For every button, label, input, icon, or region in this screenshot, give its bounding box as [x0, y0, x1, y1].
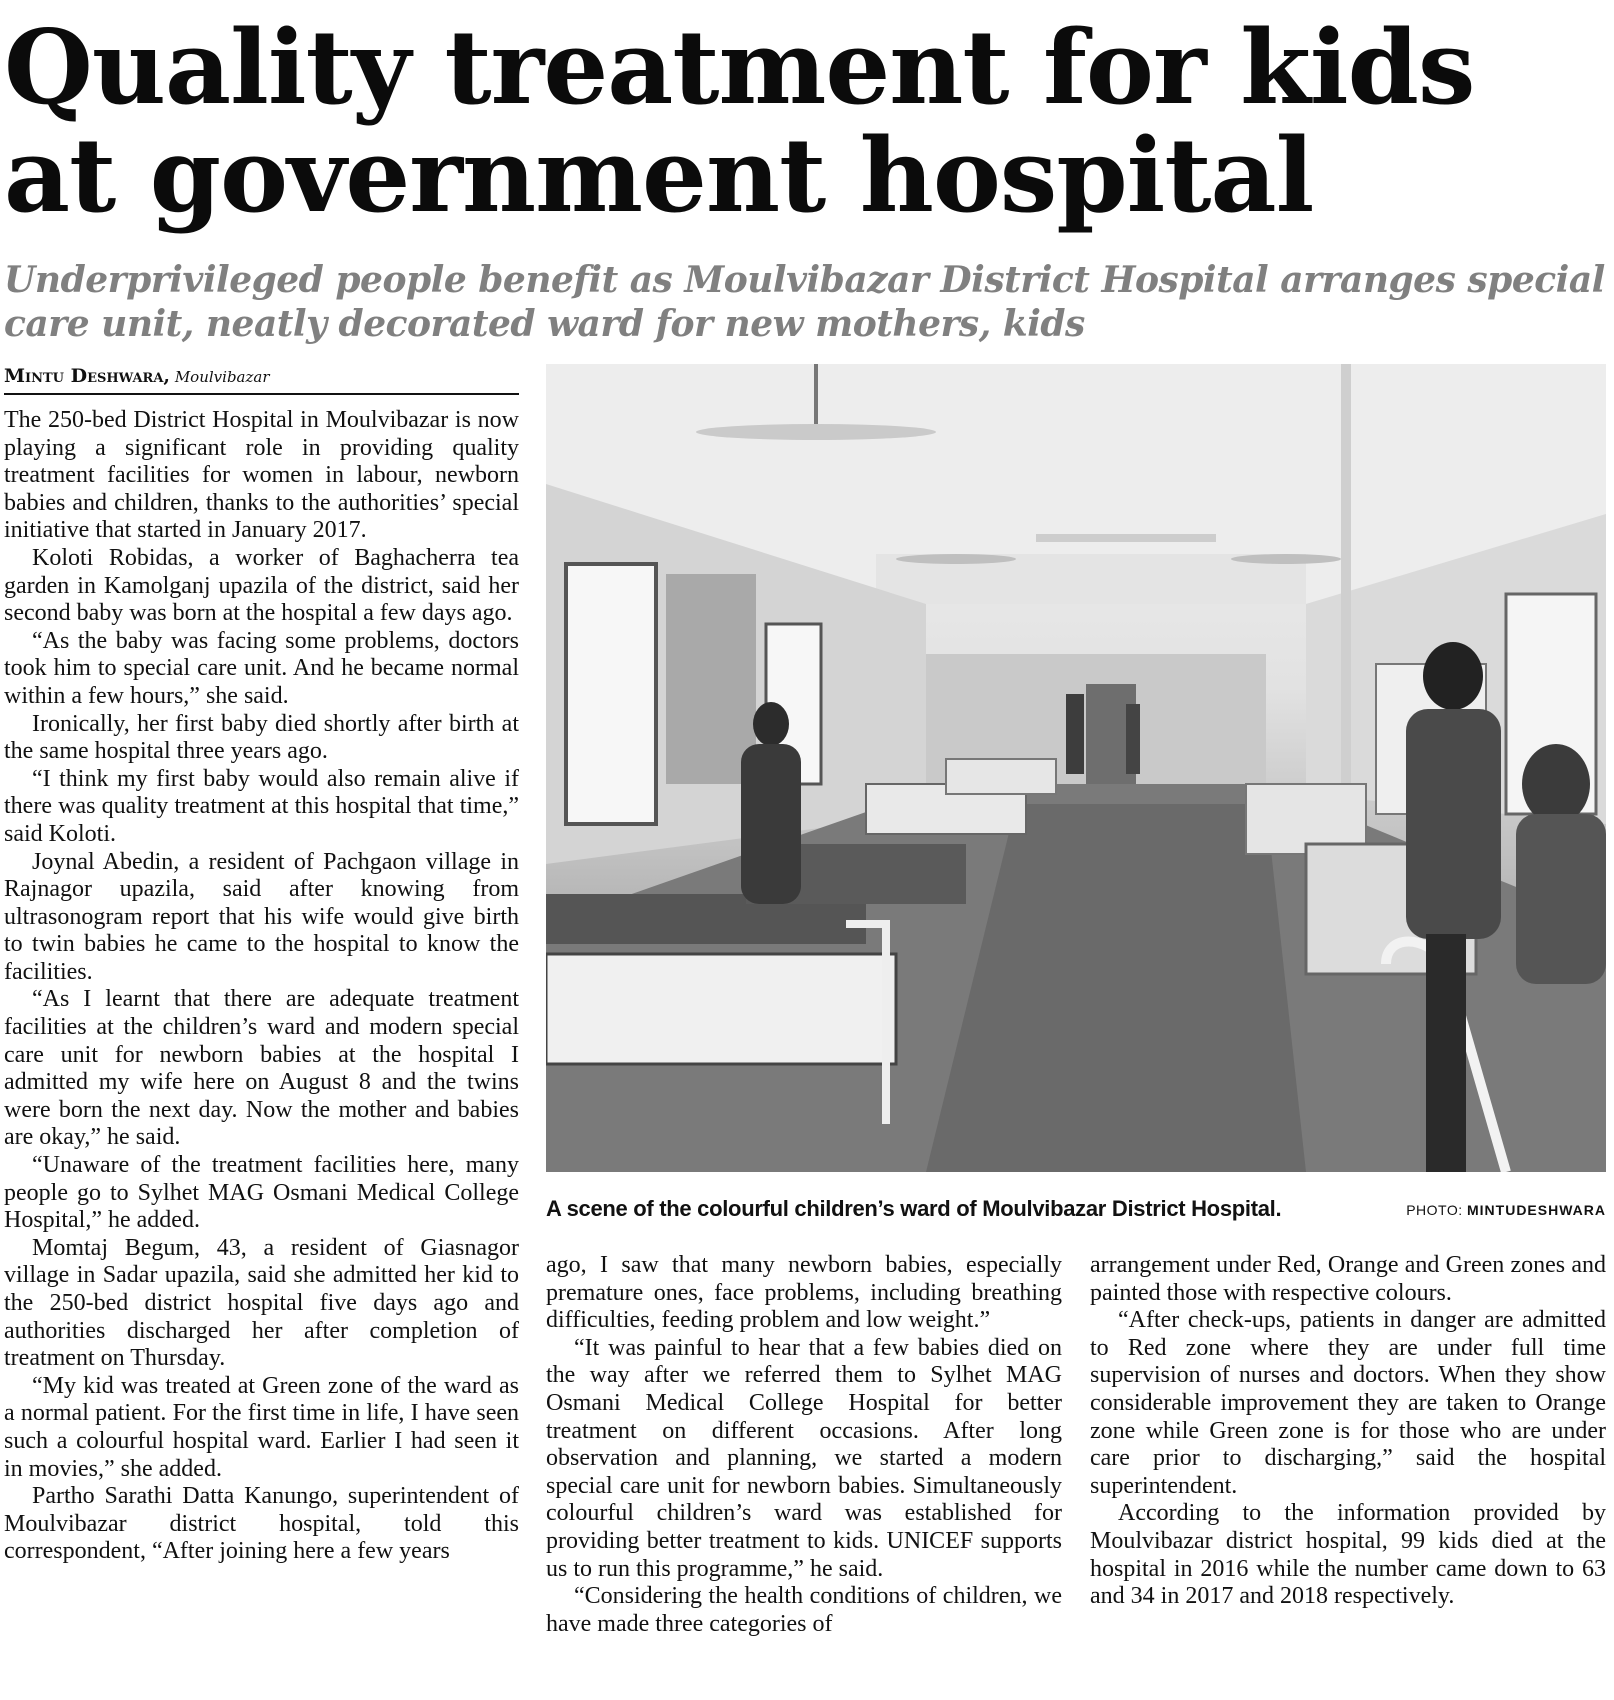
paragraph: “It was painful to hear that a few babies died on the way after we referred them to Sylhet MAG Osmani Medical College Hospital for better treatment on different occasions. After long observation and planning, we started a modern special care unit for newborn babies. Simultaneously colourful children’s ward was established for providing better treatment to kids. UNICEF supports us to run this programme,” he said. — [546, 1334, 1062, 1582]
paragraph: Koloti Robidas, a worker of Baghacherra tea garden in Kamolganj upazila of the district, said her second baby was born at the hospital a few days ago. — [4, 544, 519, 627]
paragraph: Momtaj Begum, 43, a resident of Giasnagor village in Sadar upazila, said she admitted her kid to the 250-bed district hospital five days ago and authorities discharged her after completion of treatment on Thursday. — [4, 1234, 519, 1372]
paragraph: arrangement under Red, Orange and Green zones and painted those with respective colours. — [1090, 1252, 1606, 1306]
paragraph: “As I learnt that there are adequate treatment facilities at the children’s ward and modern special care unit for newborn babies at the hospital I admitted my wife here on August 8 and the twins were born the next day. Now the mother and babies are okay,” he said. — [4, 986, 519, 1151]
article-column-1 — [4, 407, 519, 1697]
ward-photo-illustration — [546, 364, 1606, 1172]
paragraph: According to the information provided by Moulvibazar district hospital, 99 kids died at the hospital in 2016 while the number came down to 63 and 34 in 2017 and 2018 respectively. — [1090, 1500, 1606, 1610]
paragraph: “My kid was treated at Green zone of the ward as a normal patient. For the first time in life, I have seen such a colourful hospital ward. Earlier I had seen it in movies,” she added. — [4, 1372, 519, 1482]
byline-author: Mintu Deshwara, — [4, 365, 171, 387]
paragraph: Ironically, her first baby died shortly after birth at the same hospital three years ago. — [4, 710, 519, 765]
photo-credit — [1406, 1202, 1606, 1218]
article-column-3 — [1090, 1252, 1606, 1697]
headline: Quality treatment for kids at government hospital — [4, 8, 1475, 236]
paragraph: “After check-ups, patients in danger are admitted to Red zone where they are under full time supervision of nurses and doctors. When they show considerable improvement they are taken to Orange zone while Green zone is for those who are under care prior to discharging,” said the hospital superintendent. — [1090, 1307, 1606, 1499]
paragraph: “Considering the health conditions of children, we have made three categories of — [546, 1583, 1062, 1637]
byline-location: Moulvibazar — [174, 368, 270, 386]
ward-photo — [546, 364, 1606, 1172]
byline — [4, 365, 519, 395]
paragraph: The 250-bed District Hospital in Moulvibazar is now playing a significant role in providing quality treatment facilities for women in labour, newborn babies and children, thanks to the authorities’ special initiative that started in January 2017. — [4, 407, 519, 544]
paragraph: “As the baby was facing some problems, doctors took him to special care unit. And he became normal within a few hours,” she said. — [4, 627, 519, 709]
paragraph: “I think my first baby would also remain alive if there was quality treatment at this hospital that time,” said Koloti. — [4, 765, 519, 847]
photo-caption — [546, 1196, 1606, 1222]
article-column-2 — [546, 1252, 1062, 1697]
paragraph: “Unaware of the treatment facilities here, many people go to Sylhet MAG Osmani Medical College Hospital,” he added. — [4, 1152, 519, 1234]
paragraph: ago, I saw that many newborn babies, especially premature ones, face problems, including breathing difficulties, feeding problem and low weight.” — [546, 1252, 1062, 1334]
subheadline: Underprivileged people benefit as Moulvibazar District Hospital arranges special care unit, neatly decorated ward for new mothers, kids — [4, 259, 1605, 345]
paragraph: Joynal Abedin, a resident of Pachgaon village in Rajnagor upazila, said after knowing from ultrasonogram report that his wife would give birth to twin babies he came to the hospital to know the facilities. — [4, 848, 519, 985]
photo-credit-name: MINTUDESHWARA — [1467, 1202, 1606, 1218]
caption-text: A scene of the colourful children’s ward of Moulvibazar District Hospital. — [546, 1196, 1282, 1221]
paragraph: Partho Sarathi Datta Kanungo, superintendent of Moulvibazar district hospital, told this correspondent, “After joining here a few years — [4, 1483, 519, 1565]
photo-credit-label: PHOTO: — [1406, 1202, 1463, 1218]
